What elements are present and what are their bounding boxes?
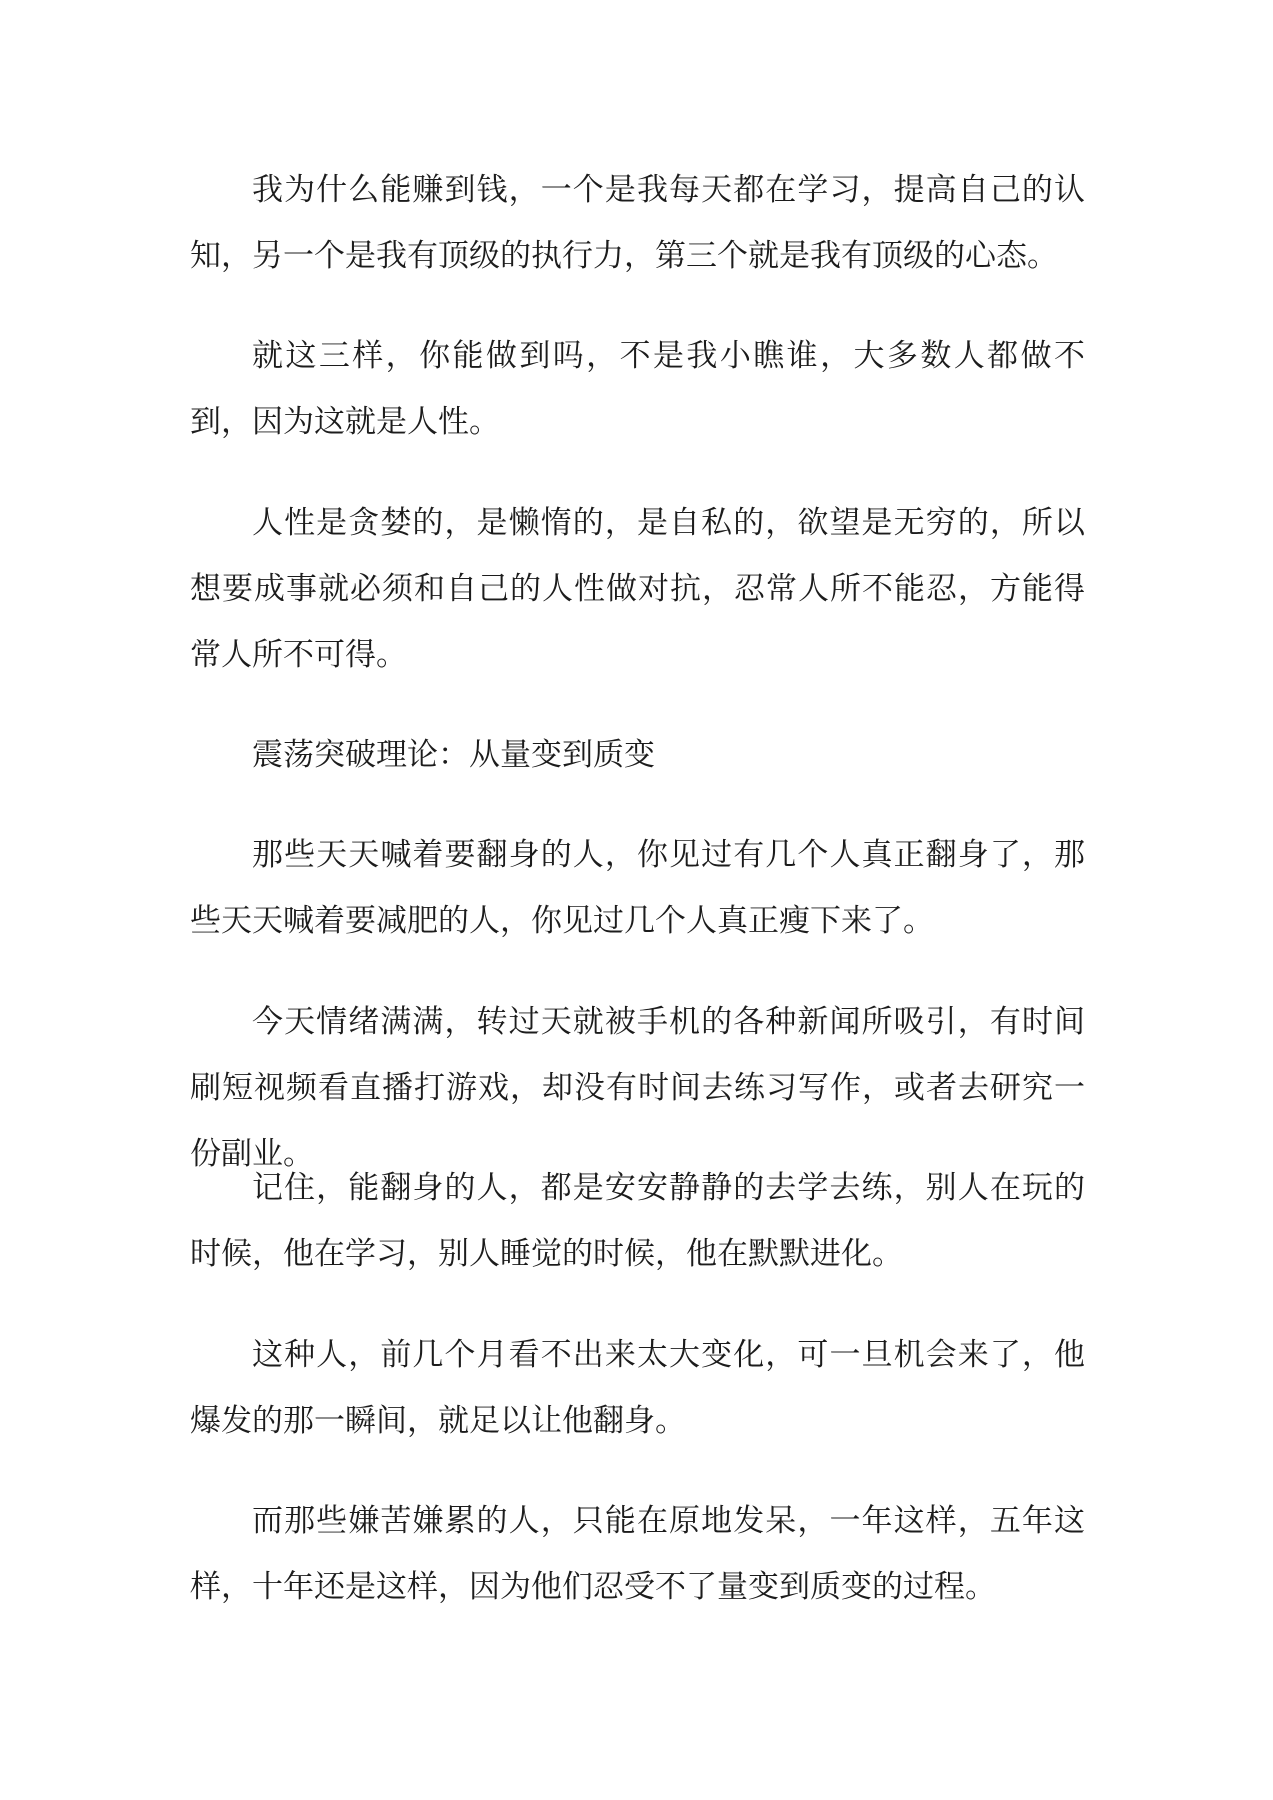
paragraph-1: 我为什么能赚到钱，一个是我每天都在学习，提高自己的认知，另一个是我有顶级的执行力，第三个就是我有顶级的心态。 [190, 172, 1085, 274]
paragraph-8: 而那些嫌苦嫌累的人，只能在原地发呆，一年这样，五年这样，十年还是这样，因为他们忍受不了量变到质变的过程。 [190, 1503, 1085, 1605]
paragraph-5: 今天情绪满满，转过天就被手机的各种新闻所吸引，有时间刷短视频看直播打游戏，却没有时间去练习写作，或者去研究一份副业。 [190, 1004, 1085, 1172]
paragraph-2: 就这三样，你能做到吗，不是我小瞧谁，大多数人都做不到，因为这就是人性。 [190, 338, 1085, 440]
paragraph-6: 记住，能翻身的人，都是安安静静的去学去练，别人在玩的时候，他在学习，别人睡觉的时候，他在默默进化。 [190, 1170, 1085, 1272]
paragraph-7: 这种人，前几个月看不出来太大变化，可一旦机会来了，他爆发的那一瞬间，就足以让他翻身。 [190, 1337, 1085, 1439]
section-heading: 震荡突破理论：从量变到质变 [252, 737, 655, 773]
paragraph-3: 人性是贪婪的，是懒惰的，是自私的，欲望是无穷的，所以想要成事就必须和自己的人性做对抗，忍常人所不能忍，方能得常人所不可得。 [190, 505, 1085, 673]
paragraph-4: 那些天天喊着要翻身的人，你见过有几个人真正翻身了，那些天天喊着要减肥的人，你见过几个人真正瘦下来了。 [190, 837, 1085, 939]
